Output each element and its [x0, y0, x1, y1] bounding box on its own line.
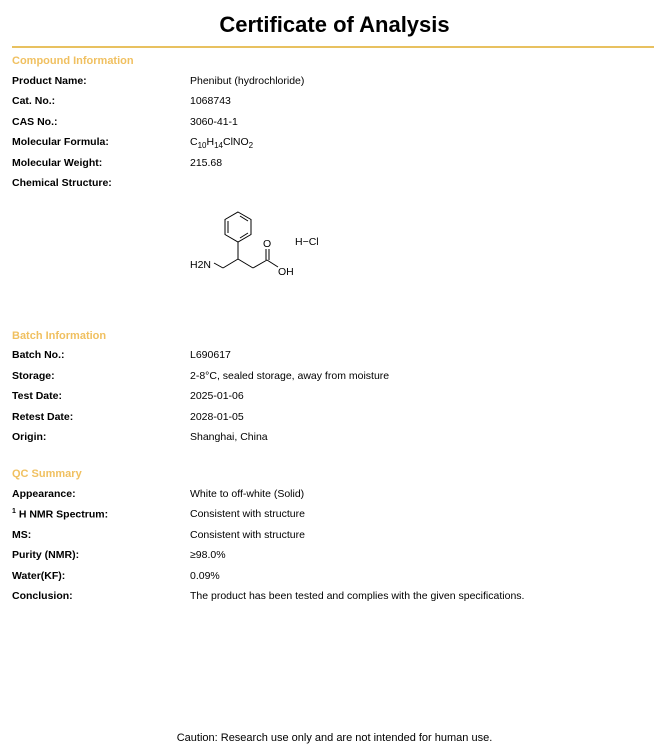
structure-amine-label: H2N [190, 259, 212, 271]
section-compound-information: Compound Information [12, 55, 134, 67]
value-purity: ≥98.0% [190, 549, 226, 561]
structure-hydroxyl-label: OH [278, 266, 294, 278]
value-batch-no: L690617 [190, 349, 231, 361]
value-test-date: 2025-01-06 [190, 390, 244, 402]
value-conclusion: The product has been tested and complies with the given specifications. [190, 590, 525, 602]
caution-footer: Caution: Research use only and are not intended for human use. [176, 732, 493, 744]
value-storage: 2-8°C, sealed storage, away from moisture [190, 370, 390, 382]
label-molecular-formula: Molecular Formula: [12, 136, 109, 148]
section-qc-summary: QC Summary [12, 468, 82, 480]
value-cas-no: 3060-41-1 [190, 116, 238, 128]
label-ms: MS: [12, 529, 32, 541]
value-cat-no: 1068743 [190, 95, 231, 107]
label-cas-no: CAS No.: [12, 116, 58, 128]
label-storage: Storage: [12, 370, 55, 382]
value-water-kf: 0.09% [190, 570, 220, 582]
value-molecular-formula: $C_{10}H_{14}ClNO_2$ [190, 136, 254, 151]
label-purity: Purity (NMR): [12, 549, 80, 561]
value-h-nmr: Consistent with structure [190, 508, 305, 520]
label-batch-no: Batch No.: [12, 349, 65, 361]
page-title: Certificate of Analysis [219, 12, 450, 37]
label-appearance: Appearance: [12, 488, 76, 500]
label-test-date: Test Date: [12, 390, 62, 402]
value-origin: Shanghai, China [190, 431, 268, 443]
label-retest-date: Retest Date: [12, 411, 74, 423]
label-h-nmr: $^1$ H NMR Spectrum: [12, 508, 109, 521]
value-molecular-weight: 215.68 [190, 157, 223, 169]
label-conclusion: Conclusion: [12, 590, 73, 602]
label-cat-no: Cat. No.: [12, 95, 56, 107]
value-ms: Consistent with structure [190, 529, 305, 541]
section-batch-information: Batch Information [12, 330, 107, 342]
structure-carbonyl-o-label: O [263, 238, 272, 250]
label-chemical-structure: Chemical Structure: [12, 177, 112, 189]
value-retest-date: 2028-01-05 [190, 411, 244, 423]
label-water-kf: Water(KF): [12, 570, 66, 582]
label-origin: Origin: [12, 431, 47, 443]
value-product-name: Phenibut (hydrochloride) [190, 75, 305, 87]
label-product-name: Product Name: [12, 75, 87, 87]
value-appearance: White to off-white (Solid) [190, 488, 305, 500]
label-molecular-weight: Molecular Weight: [12, 157, 103, 169]
structure-hcl-label: H−Cl [295, 236, 319, 248]
